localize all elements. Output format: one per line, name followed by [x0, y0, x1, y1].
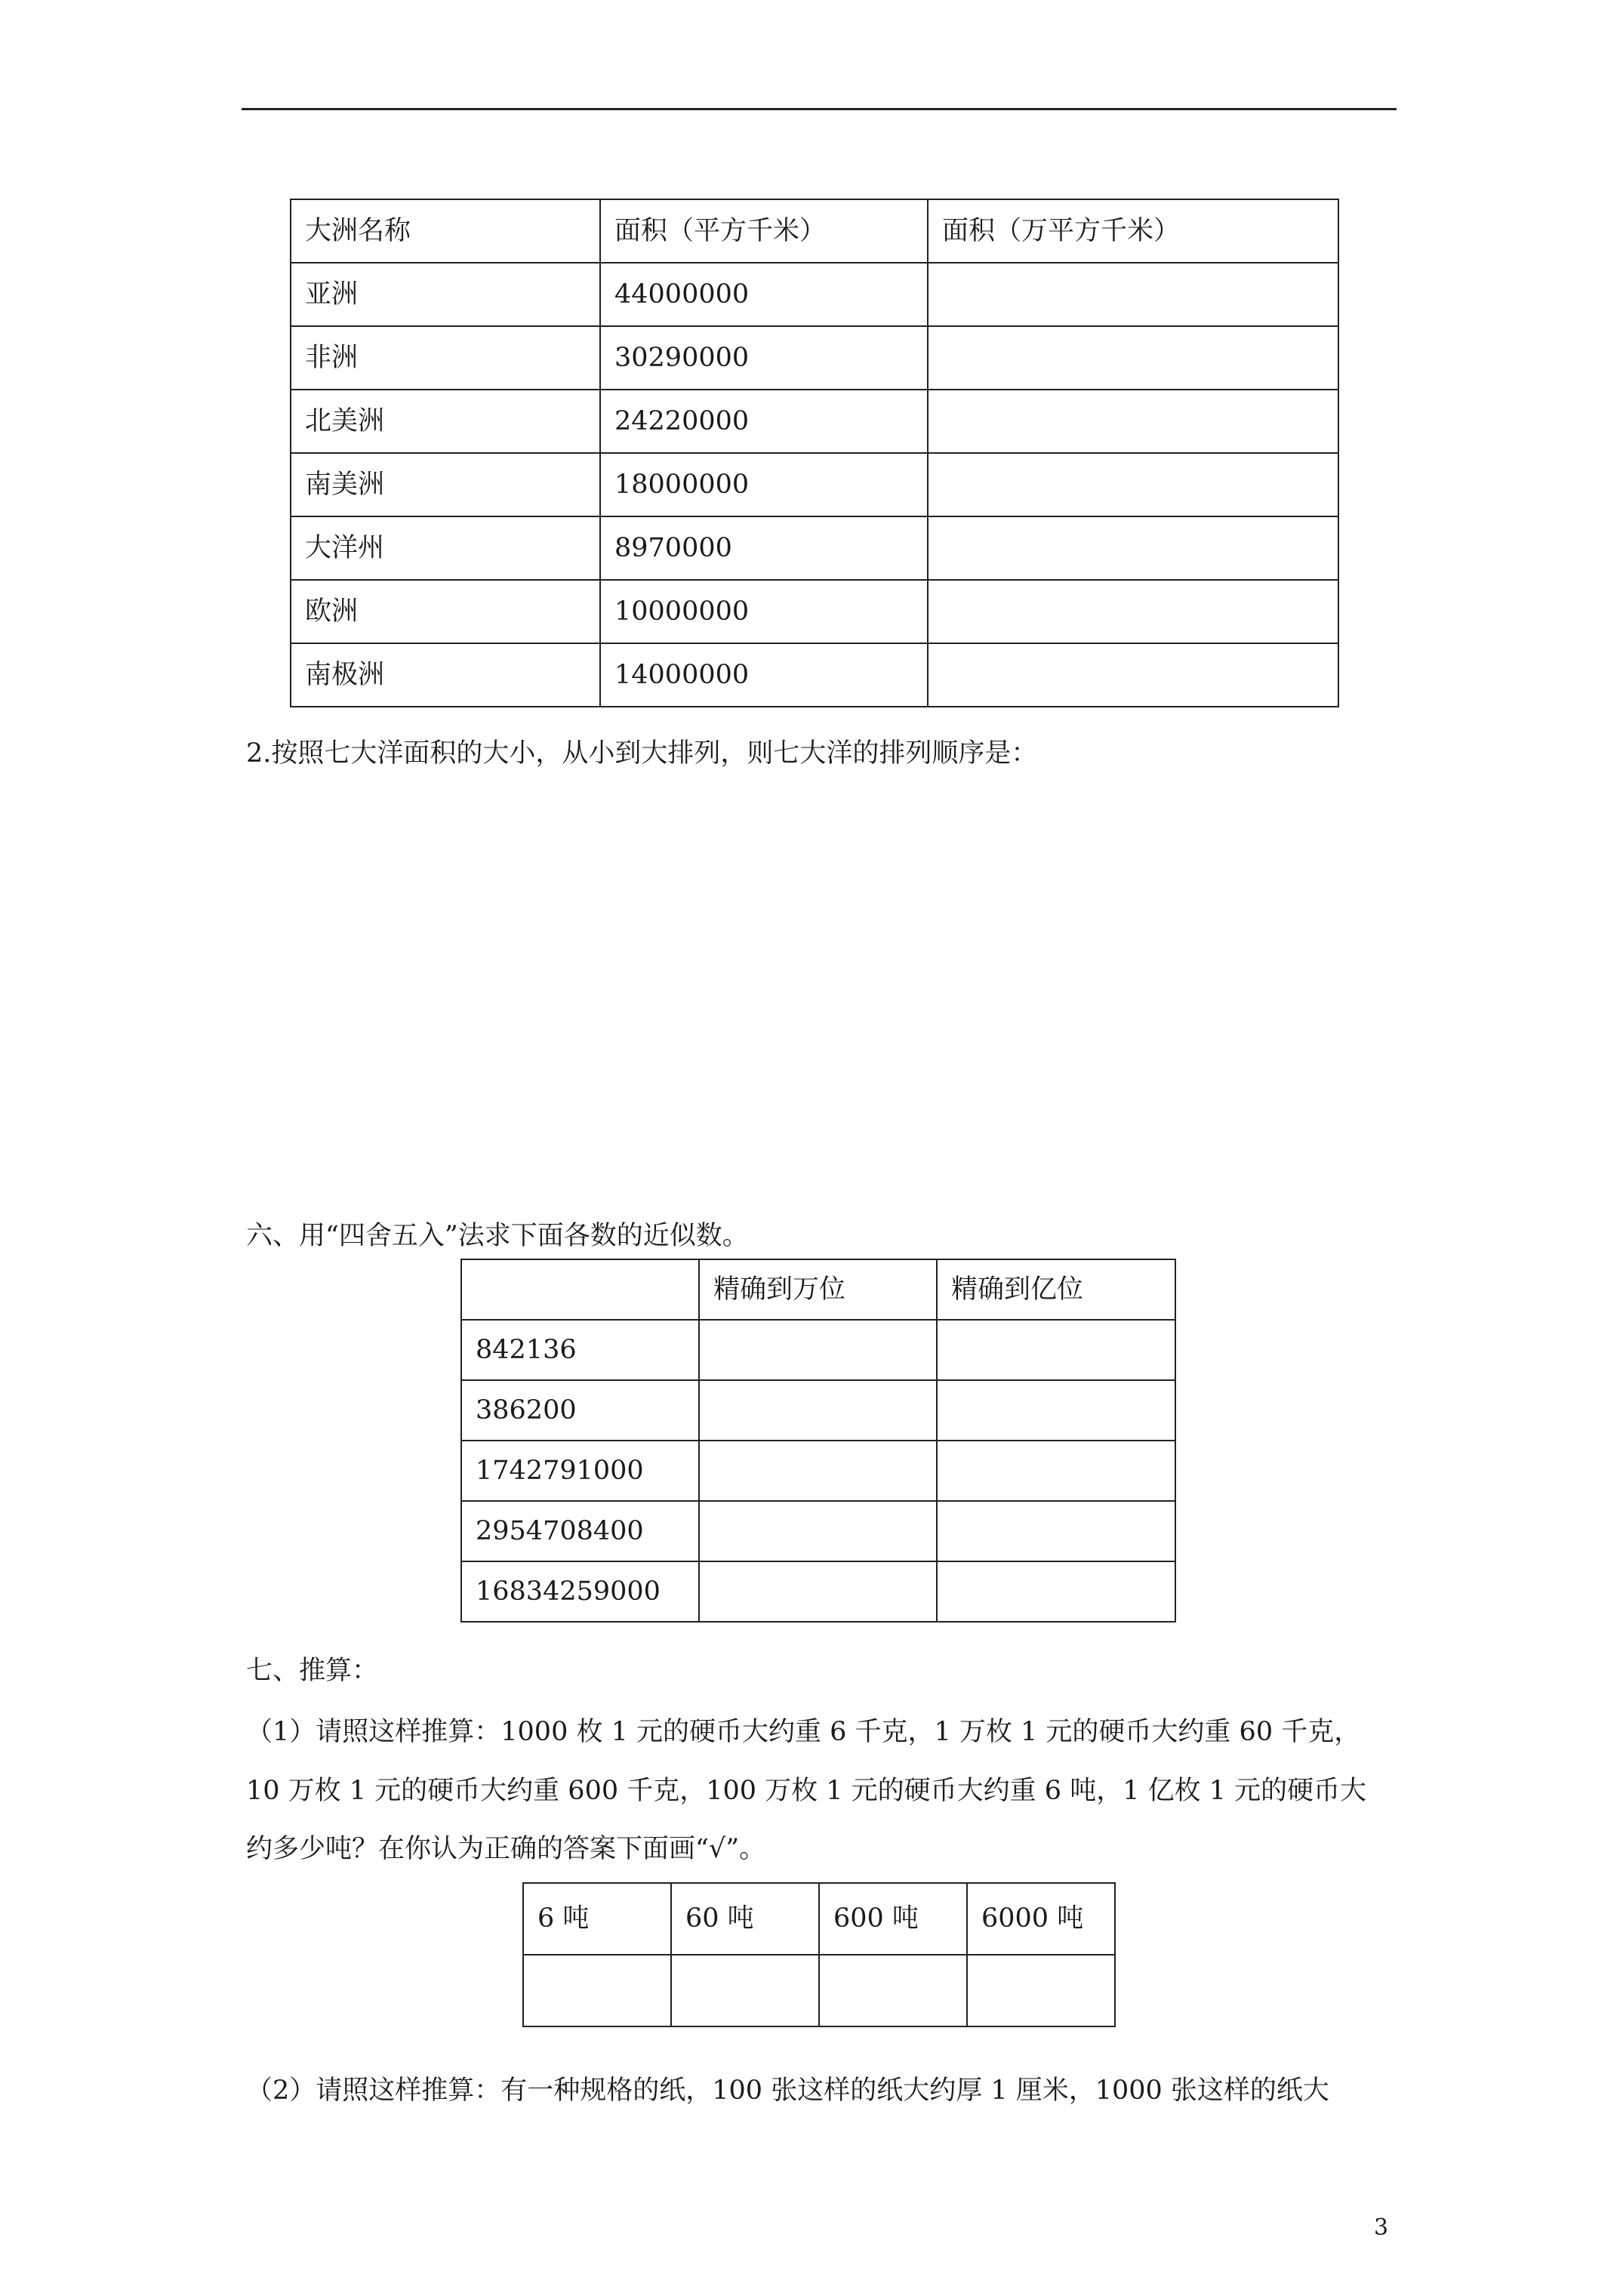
continent-name: 北美洲 — [291, 390, 600, 453]
table-row — [291, 263, 1338, 326]
table-row — [291, 326, 1338, 390]
round-to-100m-blank[interactable] — [937, 1501, 1175, 1561]
table-row — [461, 1380, 1175, 1441]
area-sq-km: 24220000 — [600, 390, 928, 453]
continent-name: 欧洲 — [291, 580, 600, 643]
table-row — [291, 453, 1338, 516]
table-header-cell: 面积（万平方千米） — [928, 199, 1338, 263]
continent-name: 南美洲 — [291, 453, 600, 516]
table-header-cell — [461, 1259, 699, 1320]
checkmark-blank[interactable] — [819, 1955, 967, 2026]
number-cell: 842136 — [461, 1320, 699, 1380]
table-row — [291, 516, 1338, 580]
table-row — [291, 580, 1338, 643]
area-sq-km: 44000000 — [600, 263, 928, 326]
area-sq-km: 30290000 — [600, 326, 928, 390]
area-10k-sq-km-blank[interactable] — [928, 580, 1338, 643]
page-number: 3 — [1374, 2214, 1389, 2241]
option-label: 60 吨 — [671, 1883, 819, 1955]
table-row — [461, 1320, 1175, 1380]
section-7-part1-line-1: （1）请照这样推算：1000 枚 1 元的硬币大约重 6 千克，1 万枚 1 元的硬币大约重 60 千克， — [246, 1717, 1361, 1747]
number-cell: 16834259000 — [461, 1561, 699, 1622]
question-2: 2.按照七大洋面积的大小，从小到大排列，则七大洋的排列顺序是： — [246, 738, 1038, 769]
continent-name: 亚洲 — [291, 263, 600, 326]
coin-weight-options-table — [522, 1882, 1116, 2027]
area-10k-sq-km-blank[interactable] — [928, 516, 1338, 580]
checkmark-blank[interactable] — [967, 1955, 1115, 2026]
table-row — [291, 643, 1338, 707]
table-header-row — [461, 1259, 1175, 1320]
table-header-cell: 精确到亿位 — [937, 1259, 1175, 1320]
round-to-100m-blank[interactable] — [937, 1380, 1175, 1441]
area-sq-km: 8970000 — [600, 516, 928, 580]
area-sq-km: 14000000 — [600, 643, 928, 707]
checkmark-row — [523, 1955, 1115, 2026]
section-7-part1-line-3: 约多少吨？在你认为正确的答案下面画“√”。 — [246, 1834, 766, 1864]
area-10k-sq-km-blank[interactable] — [928, 390, 1338, 453]
continent-name: 大洋州 — [291, 516, 600, 580]
table-row — [461, 1561, 1175, 1622]
section-6-title: 六、用“四舍五入”法求下面各数的近似数。 — [246, 1221, 749, 1251]
number-cell: 1742791000 — [461, 1441, 699, 1501]
table-header-cell: 大洲名称 — [291, 199, 600, 263]
number-cell: 386200 — [461, 1380, 699, 1441]
table-row — [461, 1441, 1175, 1501]
round-to-10k-blank[interactable] — [699, 1441, 937, 1501]
options-row — [523, 1883, 1115, 1955]
continent-name: 南极洲 — [291, 643, 600, 707]
round-to-10k-blank[interactable] — [699, 1320, 937, 1380]
round-to-10k-blank[interactable] — [699, 1561, 937, 1622]
round-to-100m-blank[interactable] — [937, 1320, 1175, 1380]
area-10k-sq-km-blank[interactable] — [928, 326, 1338, 390]
area-10k-sq-km-blank[interactable] — [928, 263, 1338, 326]
area-sq-km: 10000000 — [600, 580, 928, 643]
continent-area-table — [290, 199, 1339, 707]
section-7-part1-line-2: 10 万枚 1 元的硬币大约重 600 千克，100 万枚 1 元的硬币大约重 6 吨，1 亿枚 1 元的硬币大 — [246, 1776, 1367, 1806]
section-7-part2-line-1: （2）请照这样推算：有一种规格的纸，100 张这样的纸大约厚 1 厘米，1000 张这样的纸大 — [246, 2076, 1329, 2106]
number-cell: 2954708400 — [461, 1501, 699, 1561]
rounding-table — [460, 1259, 1176, 1623]
section-7-title: 七、推算： — [246, 1656, 379, 1686]
checkmark-blank[interactable] — [671, 1955, 819, 2026]
round-to-100m-blank[interactable] — [937, 1441, 1175, 1501]
round-to-10k-blank[interactable] — [699, 1380, 937, 1441]
checkmark-blank[interactable] — [523, 1955, 671, 2026]
table-header-row — [291, 199, 1338, 263]
continent-name: 非洲 — [291, 326, 600, 390]
header-rule — [242, 108, 1397, 110]
area-10k-sq-km-blank[interactable] — [928, 453, 1338, 516]
option-label: 6 吨 — [523, 1883, 671, 1955]
area-sq-km: 18000000 — [600, 453, 928, 516]
table-row — [461, 1501, 1175, 1561]
area-10k-sq-km-blank[interactable] — [928, 643, 1338, 707]
round-to-100m-blank[interactable] — [937, 1561, 1175, 1622]
table-header-cell: 面积（平方千米） — [600, 199, 928, 263]
round-to-10k-blank[interactable] — [699, 1501, 937, 1561]
option-label: 6000 吨 — [967, 1883, 1115, 1955]
table-header-cell: 精确到万位 — [699, 1259, 937, 1320]
table-row — [291, 390, 1338, 453]
option-label: 600 吨 — [819, 1883, 967, 1955]
